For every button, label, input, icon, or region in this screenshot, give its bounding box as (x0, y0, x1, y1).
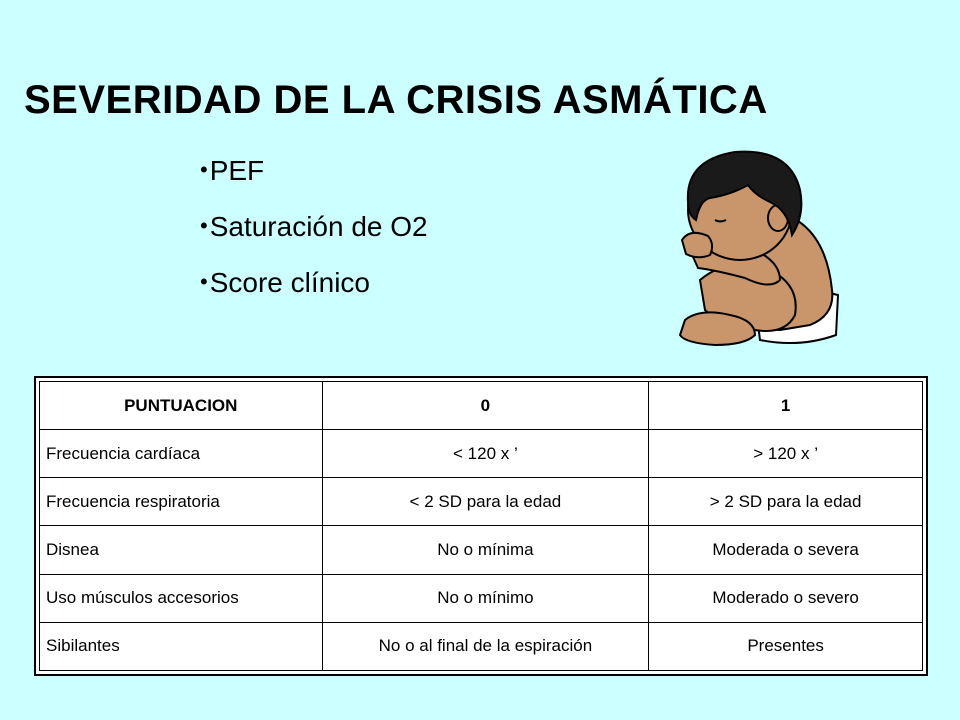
table-cell-score-1: Moderada o severa (649, 526, 923, 574)
table-header-cell: PUNTUACION (40, 382, 323, 430)
table-cell-score-1: > 120 x ’ (649, 430, 923, 478)
bullet-list (200, 150, 428, 318)
table-cell-criterion: Uso músculos accesorios (40, 574, 323, 622)
table-row (40, 574, 923, 622)
table-row (40, 430, 923, 478)
table-cell-score-0: < 2 SD para la edad (322, 478, 649, 526)
slide-title: SEVERIDAD DE LA CRISIS ASMÁTICA (24, 78, 768, 122)
table-cell-score-1: > 2 SD para la edad (649, 478, 923, 526)
table-cell-criterion: Frecuencia respiratoria (40, 478, 323, 526)
table-header-cell: 1 (649, 382, 923, 430)
bullet-dot: • (200, 213, 208, 238)
table-header-cell: 0 (322, 382, 649, 430)
bullet-item (200, 206, 428, 262)
table-cell-score-1: Moderado o severo (649, 574, 923, 622)
table-row (40, 526, 923, 574)
bullet-text: Saturación de O2 (209, 211, 428, 242)
bullet-dot: • (200, 157, 208, 182)
table-header-row (40, 382, 923, 430)
bullet-item (200, 262, 428, 318)
table-cell-score-0: No o al final de la espiración (322, 622, 649, 670)
table-cell-score-0: < 120 x ’ (322, 430, 649, 478)
table-cell-criterion: Frecuencia cardíaca (40, 430, 323, 478)
table-cell-criterion: Sibilantes (40, 622, 323, 670)
table-cell-criterion: Disnea (40, 526, 323, 574)
bullet-dot: • (200, 269, 208, 294)
hand-shape (682, 233, 712, 257)
table-row (40, 622, 923, 670)
bullet-text: PEF (209, 155, 265, 186)
bullet-text: Score clínico (209, 267, 370, 298)
bullet-item (200, 150, 428, 206)
table-cell-score-1: Presentes (649, 622, 923, 670)
table-cell-score-0: No o mínima (322, 526, 649, 574)
baby-illustration-icon (660, 140, 850, 360)
clinical-score-table (34, 376, 928, 676)
table-row (40, 478, 923, 526)
table-cell-score-0: No o mínimo (322, 574, 649, 622)
